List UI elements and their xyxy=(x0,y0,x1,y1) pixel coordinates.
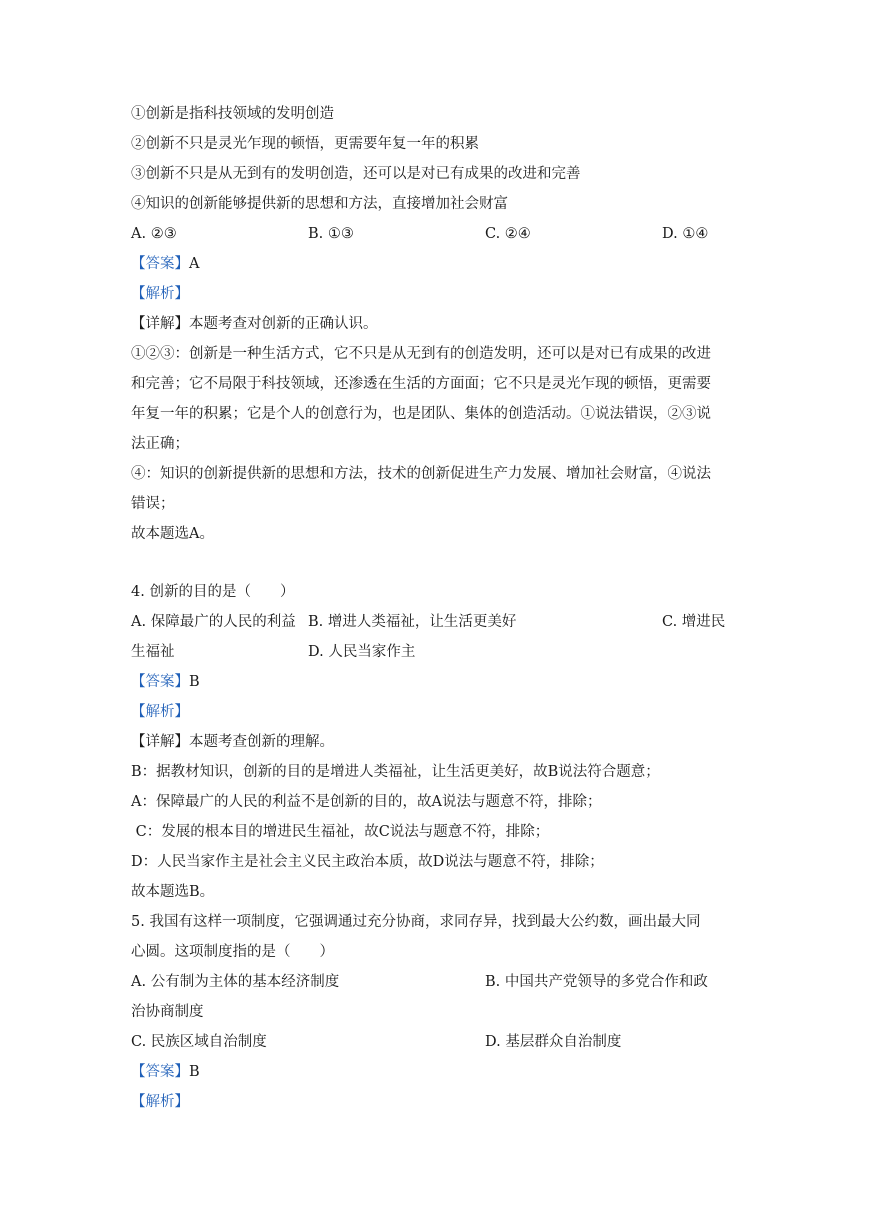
q3-explanation-line: 年复一年的积累；它是个人的创意行为，也是团队、集体的创造活动。①说法错误，②③说 xyxy=(131,406,711,422)
q3-explanation-line: 错误； xyxy=(131,496,175,512)
q3-option-b: B. ①③ xyxy=(308,226,354,242)
q5-stem-line-2: 心圆。这项制度指的是（ ） xyxy=(131,944,334,960)
detail-label: 【详解】 xyxy=(131,734,189,750)
q4-detail-line xyxy=(131,732,334,752)
q4-option-d: D. 人民当家作主 xyxy=(308,644,416,660)
q4-option-c: C. 增进民 xyxy=(662,614,726,630)
q4-stem: 4. 创新的目的是（ ） xyxy=(131,584,295,600)
q3-item-1: ①创新是指科技领域的发明创造 xyxy=(131,106,334,122)
answer-label: 【答案】 xyxy=(131,256,189,272)
q3-option-d: D. ①④ xyxy=(662,226,709,242)
q3-explanation-line: 法正确； xyxy=(131,436,189,452)
q3-explanation-line: 和完善；它不局限于科技领域，还渗透在生活的方面面；它不只是灵光乍现的顿悟，更需要 xyxy=(131,376,711,392)
q3-answer-line xyxy=(131,254,199,274)
q4-conclusion: 故本题选B。 xyxy=(131,884,215,900)
q5-analysis-label: 【解析】 xyxy=(131,1094,189,1110)
q5-stem-line-1: 5. 我国有这样一项制度，它强调通过充分协商，求同存异，找到最大公约数，画出最大同 xyxy=(131,914,701,930)
q5-option-b: B. 中国共产党领导的多党合作和政 xyxy=(485,974,708,990)
detail-label: 【详解】 xyxy=(131,316,189,332)
answer-value: B xyxy=(189,1064,200,1080)
answer-label: 【答案】 xyxy=(131,674,189,690)
q3-explanation-line: ④：知识的创新提供新的思想和方法，技术的创新促进生产力发展、增加社会财富，④说法 xyxy=(131,466,711,482)
detail-intro: 本题考查对创新的正确认识。 xyxy=(189,316,378,332)
q3-item-4: ④知识的创新能够提供新的思想和方法，直接增加社会财富 xyxy=(131,196,508,212)
q4-analysis-label: 【解析】 xyxy=(131,704,189,720)
q3-analysis-label: 【解析】 xyxy=(131,286,189,302)
q3-option-a: A. ②③ xyxy=(131,226,177,242)
q3-conclusion: 故本题选A。 xyxy=(131,526,214,542)
q4-explanation-line: A：保障最广的人民的利益不是创新的目的，故A说法与题意不符，排除； xyxy=(131,794,602,810)
q4-option-a: A. 保障最广的人民的利益 xyxy=(131,614,296,630)
q3-detail-line xyxy=(131,314,378,334)
q4-answer-line xyxy=(131,672,200,692)
q3-item-2: ②创新不只是灵光乍现的顿悟，更需要年复一年的积累 xyxy=(131,136,479,152)
detail-intro: 本题考查创新的理解。 xyxy=(189,734,334,750)
q3-option-c: C. ②④ xyxy=(485,226,531,242)
q4-explanation-line: C：发展的根本目的增进民生福祉，故C说法与题意不符，排除； xyxy=(131,824,550,840)
q5-option-c: C. 民族区域自治制度 xyxy=(131,1034,267,1050)
q3-explanation-line: ①②③：创新是一种生活方式，它不只是从无到有的创造发明，还可以是对已有成果的改进 xyxy=(131,346,711,362)
q5-option-a: A. 公有制为主体的基本经济制度 xyxy=(131,974,340,990)
q5-answer-line xyxy=(131,1062,200,1082)
q5-option-b-cont: 治协商制度 xyxy=(131,1004,204,1020)
q4-option-b: B. 增进人类福祉，让生活更美好 xyxy=(308,614,517,630)
q3-item-3: ③创新不只是从无到有的发明创造，还可以是对已有成果的改进和完善 xyxy=(131,166,581,182)
q4-explanation-line: B：据教材知识，创新的目的是增进人类福祉，让生活更美好，故B说法符合题意； xyxy=(131,764,660,780)
answer-value: A xyxy=(189,256,200,272)
q4-option-c-cont: 生福祉 xyxy=(131,644,175,660)
q4-explanation-line: D：人民当家作主是社会主义民主政治本质，故D说法与题意不符，排除； xyxy=(131,854,604,870)
answer-label: 【答案】 xyxy=(131,1064,189,1080)
answer-value: B xyxy=(189,674,200,690)
q5-option-d: D. 基层群众自治制度 xyxy=(485,1034,622,1050)
